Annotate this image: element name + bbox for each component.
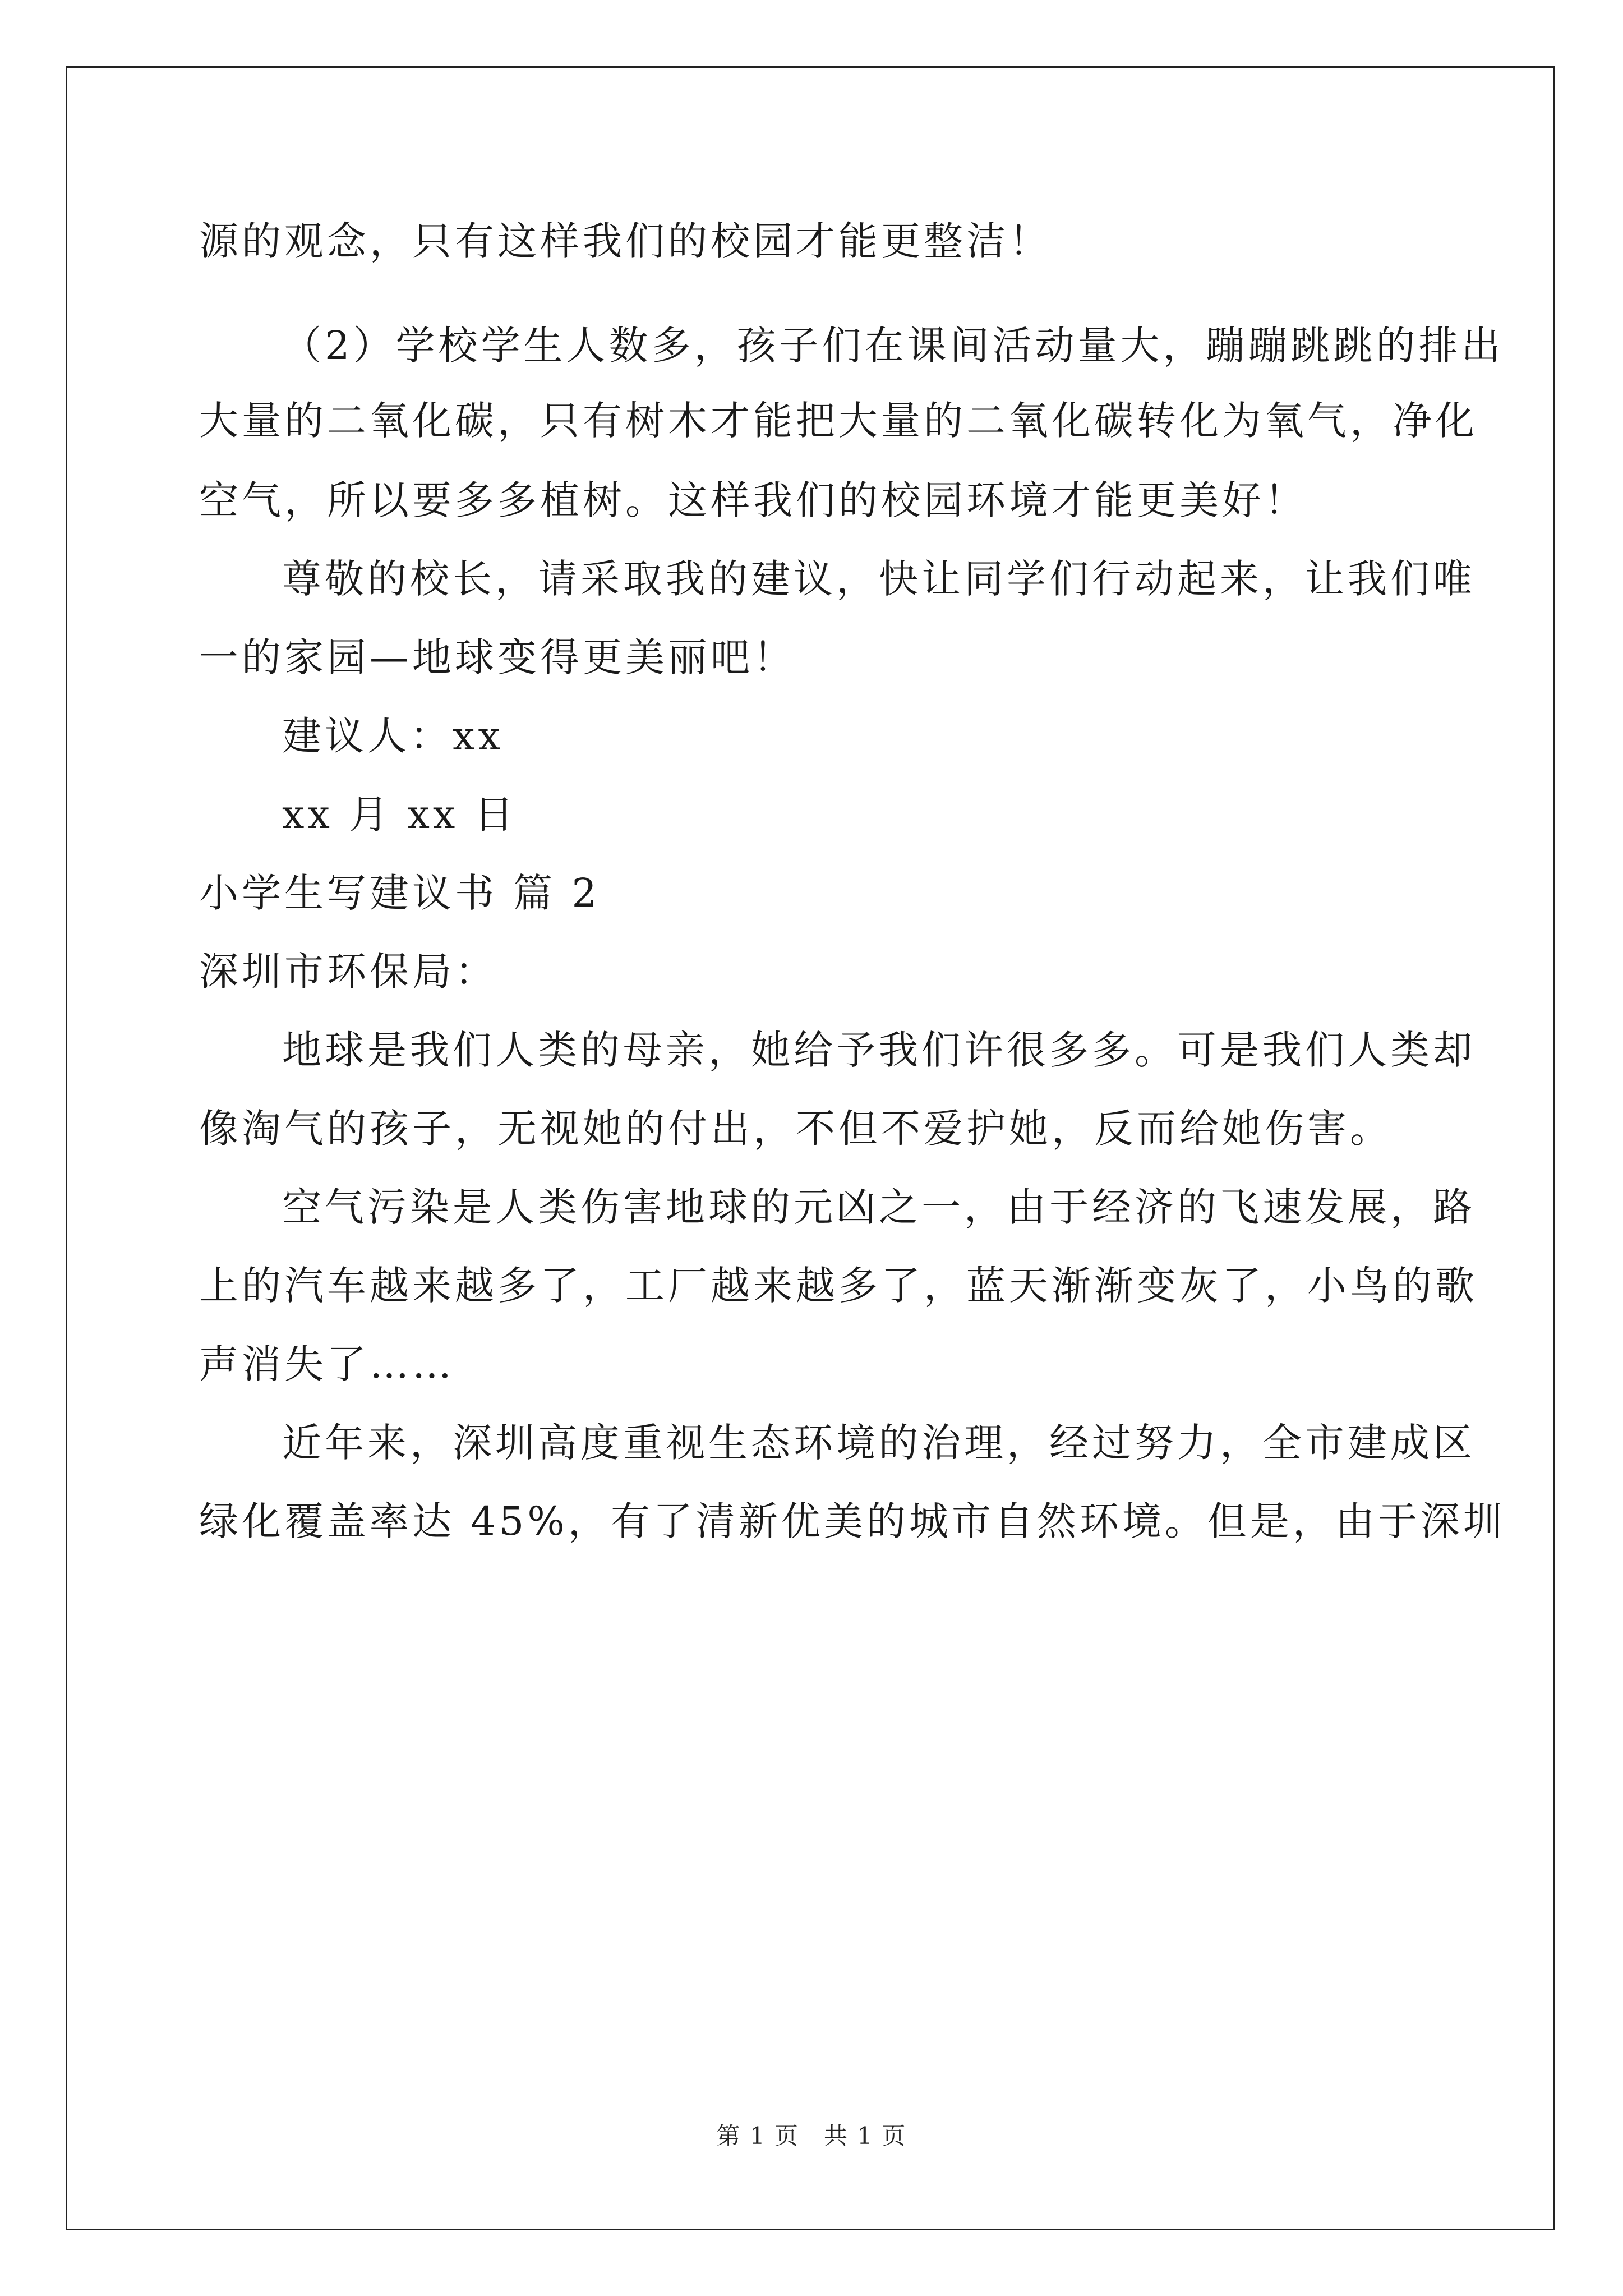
salutation-line: 深圳市环保局： xyxy=(199,949,497,995)
paragraph-line: 声消失了…… xyxy=(199,1341,455,1387)
paragraph-line: 尊敬的校长，请采取我的建议，快让同学们行动起来，让我们唯 xyxy=(282,556,1476,602)
section-heading: 小学生写建议书 篇 2 xyxy=(199,870,601,916)
page-footer: 第 1 页 共 1 页 xyxy=(716,2122,907,2150)
paragraph-line: 上的汽车越来越多了，工厂越来越多了，蓝天渐渐变灰了，小鸟的歌 xyxy=(199,1263,1478,1309)
paragraph-line: 近年来，深圳高度重视生态环境的治理，经过努力，全市建成区 xyxy=(282,1420,1476,1466)
paragraph-line: 大量的二氧化碳，只有树木才能把大量的二氧化碳转化为氧气，净化 xyxy=(199,398,1478,444)
paragraph-line: 像淘气的孩子，无视她的付出，不但不爱护她，反而给她伤害。 xyxy=(199,1106,1393,1152)
paragraph-line: 绿化覆盖率达 45%，有了清新优美的城市自然环境。但是，由于深圳 xyxy=(199,1498,1506,1544)
paragraph-line: 一的家园—地球变得更美丽吧！ xyxy=(199,634,796,680)
paragraph-line: （2）学校学生人数多，孩子们在课间活动量大，蹦蹦跳跳的排出 xyxy=(282,323,1504,369)
paragraph-line: 源的观念，只有这样我们的校园才能更整洁！ xyxy=(199,218,1052,264)
paragraph-line: 地球是我们人类的母亲，她给予我们许很多多。可是我们人类却 xyxy=(282,1027,1476,1073)
paragraph-line: 空气污染是人类伤害地球的元凶之一，由于经济的飞速发展，路 xyxy=(282,1184,1476,1230)
paragraph-line: 空气，所以要多多植树。这样我们的校园环境才能更美好！ xyxy=(199,477,1307,523)
signer-line: 建议人：xx xyxy=(282,713,504,759)
date-line: xx 月 xx 日 xyxy=(282,792,517,838)
